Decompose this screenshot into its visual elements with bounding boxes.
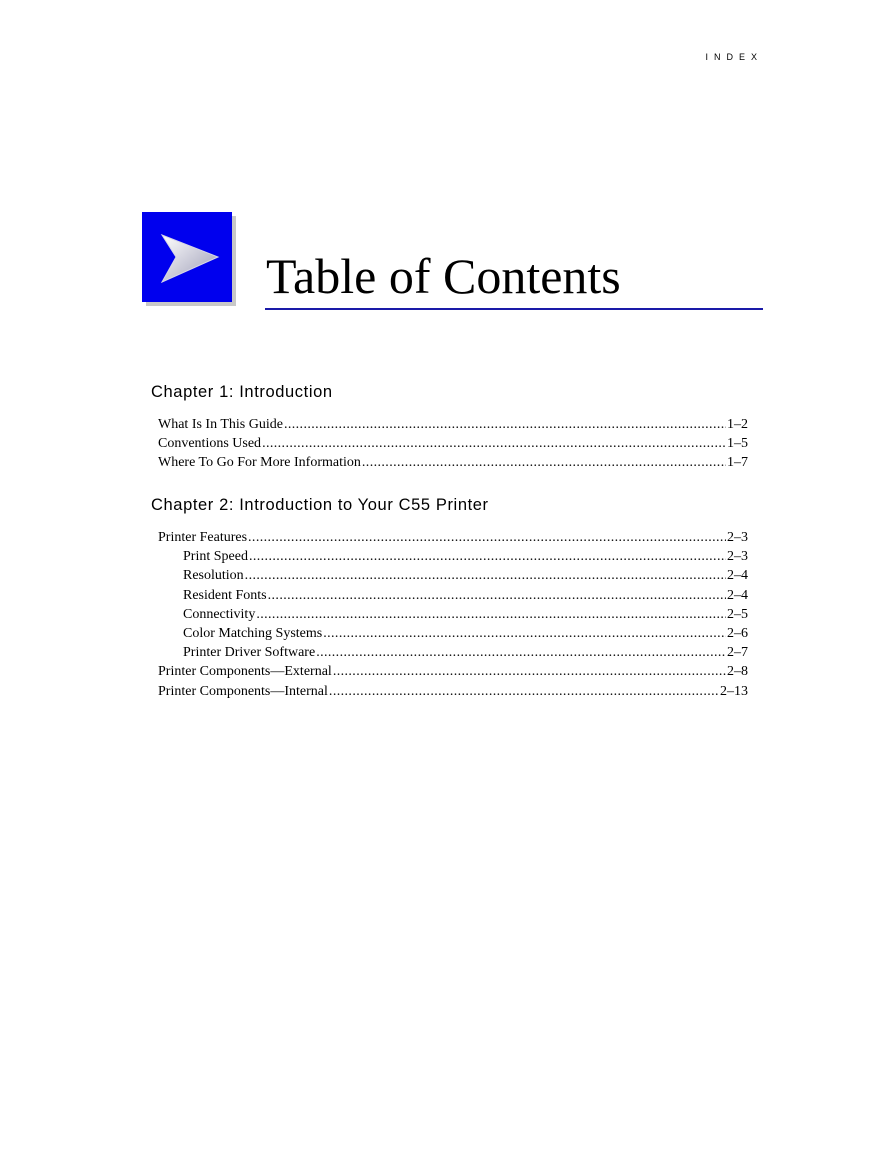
toc-entry-label: Where To Go For More Information bbox=[158, 455, 361, 471]
page-title: Table of Contents bbox=[266, 248, 621, 304]
chapter-heading-2: Chapter 2: Introduction to Your C55 Printer bbox=[151, 496, 489, 514]
toc-entry-label: Printer Components—External bbox=[158, 664, 332, 680]
dot-leader bbox=[245, 566, 726, 585]
dot-leader bbox=[249, 547, 726, 566]
toc-subentry[interactable] bbox=[158, 605, 748, 624]
toc-entry-label: Connectivity bbox=[183, 606, 256, 622]
dot-leader bbox=[323, 624, 726, 643]
toc-entry-label: Resident Fonts bbox=[183, 587, 267, 603]
toc-subentry[interactable] bbox=[158, 643, 748, 662]
toc-entry-page: 1–7 bbox=[727, 455, 748, 471]
toc-entry[interactable] bbox=[158, 434, 748, 453]
dot-leader bbox=[248, 528, 726, 547]
toc-entry-page: 2–13 bbox=[720, 683, 748, 699]
dot-leader bbox=[316, 643, 726, 662]
dot-leader bbox=[268, 586, 726, 605]
toc-entry[interactable] bbox=[158, 662, 748, 681]
toc-entry-page: 1–2 bbox=[727, 417, 748, 432]
toc-entry-page: 2–3 bbox=[727, 530, 748, 545]
toc-entry-page: 2–6 bbox=[727, 625, 748, 641]
toc-entry-label: What Is In This Guide bbox=[158, 417, 283, 432]
toc-entry-label: Printer Features bbox=[158, 530, 248, 545]
toc-subentry[interactable] bbox=[158, 566, 748, 585]
toc-entry-label: Printer Components—Internal bbox=[158, 683, 328, 699]
title-divider bbox=[265, 308, 763, 310]
chevron-arrow-icon bbox=[142, 212, 234, 304]
toc-entry-label: Color Matching Systems bbox=[183, 625, 323, 641]
toc-entry-page: 2–8 bbox=[727, 664, 748, 680]
toc-subentry[interactable] bbox=[158, 586, 748, 605]
dot-leader bbox=[284, 415, 726, 434]
toc-entry-label: Conventions Used bbox=[158, 436, 262, 452]
toc-entry-page: 2–3 bbox=[727, 549, 748, 565]
toc-entry[interactable] bbox=[158, 682, 748, 701]
toc-entry-label: Printer Driver Software bbox=[183, 645, 316, 661]
toc-subentry[interactable] bbox=[158, 624, 748, 643]
dot-leader bbox=[362, 453, 726, 472]
toc-entry-page: 2–5 bbox=[727, 606, 748, 622]
dot-leader bbox=[262, 434, 726, 453]
toc-entry-page: 1–5 bbox=[727, 436, 748, 452]
toc-entry-label: Resolution bbox=[183, 568, 244, 584]
toc-entry-page: 2–4 bbox=[727, 587, 748, 603]
toc-entry[interactable] bbox=[158, 453, 748, 472]
running-header: INDEX bbox=[705, 52, 763, 62]
toc-entry-page: 2–7 bbox=[727, 645, 748, 661]
dot-leader bbox=[333, 662, 726, 681]
dot-leader bbox=[329, 682, 719, 701]
chapter-1-entries bbox=[158, 415, 748, 473]
dot-leader bbox=[256, 605, 726, 624]
chapter-2-entries bbox=[158, 528, 748, 701]
toc-entry[interactable] bbox=[158, 415, 748, 434]
toc-entry-page: 2–4 bbox=[727, 568, 748, 584]
toc-entry[interactable] bbox=[158, 528, 748, 547]
toc-subentry[interactable] bbox=[158, 547, 748, 566]
chapter-heading-1: Chapter 1: Introduction bbox=[151, 383, 333, 401]
toc-entry-label: Print Speed bbox=[183, 549, 248, 565]
